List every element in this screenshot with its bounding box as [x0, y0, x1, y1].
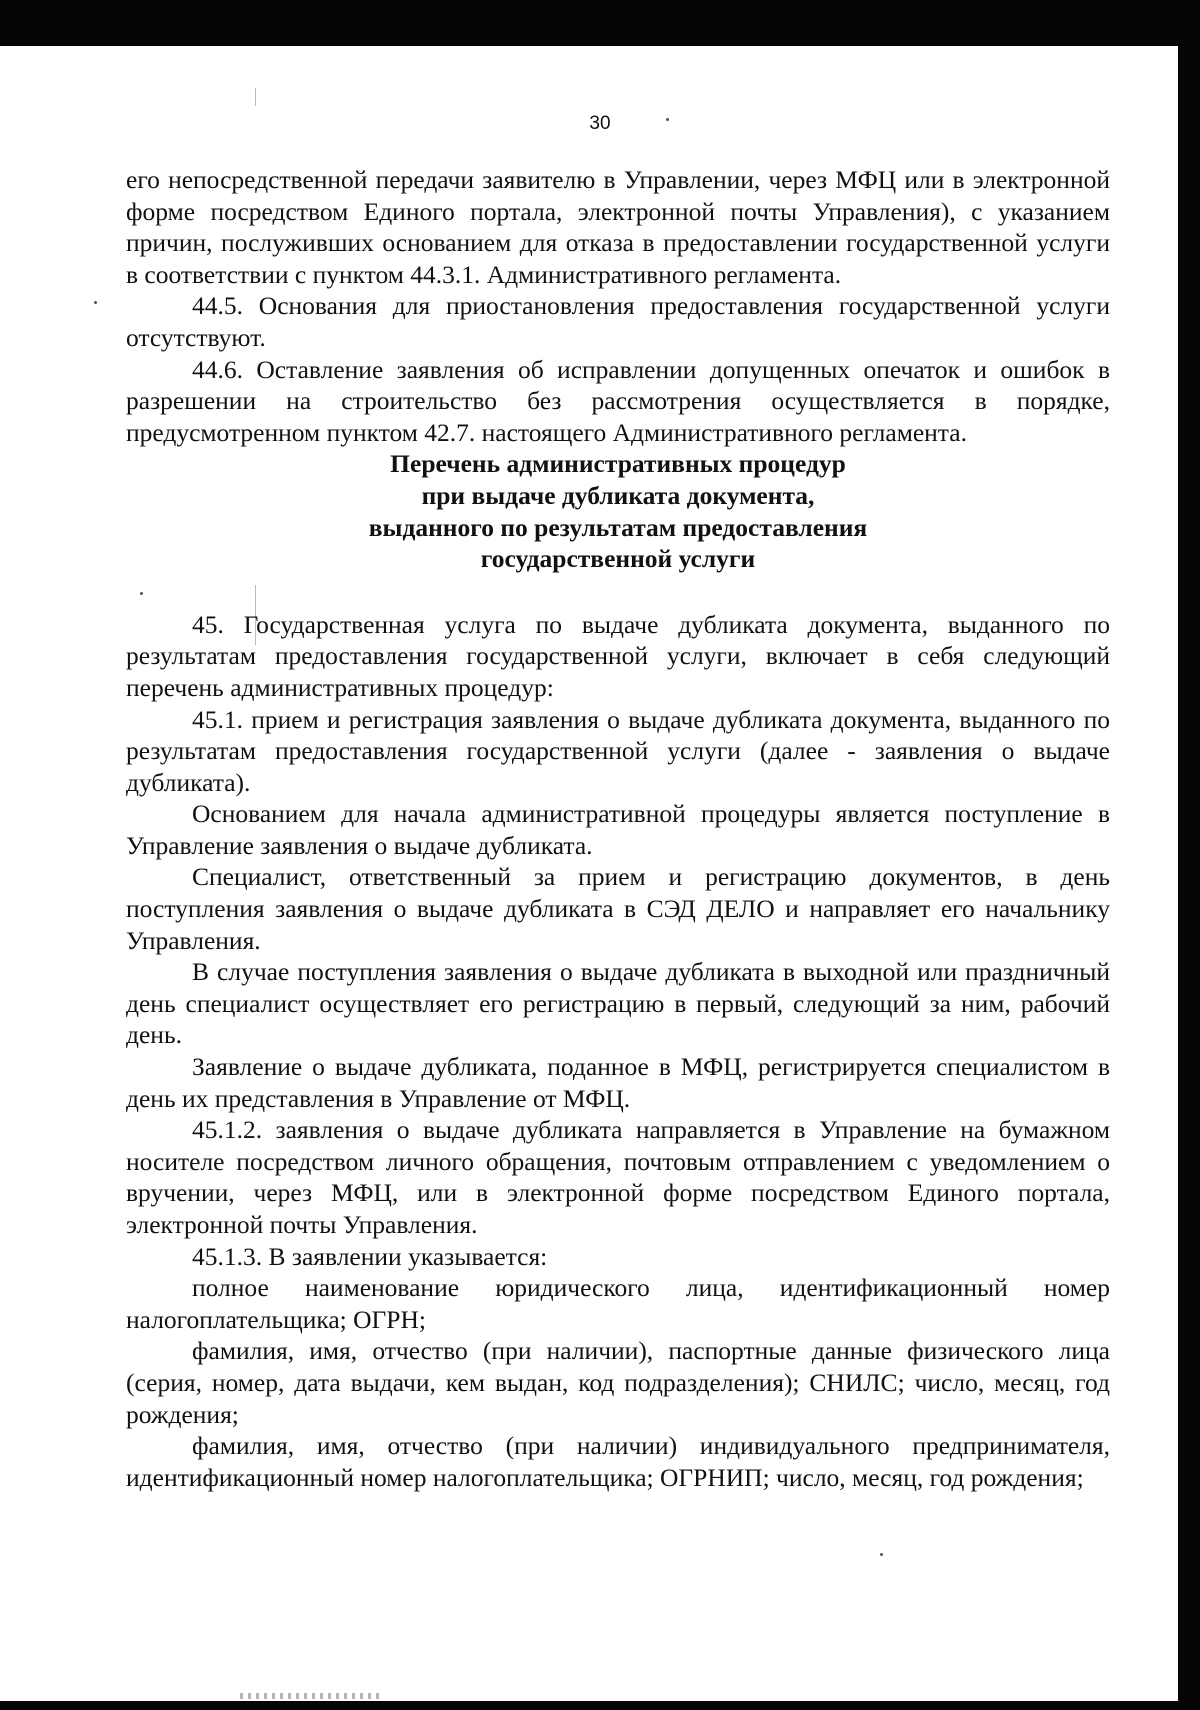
scan-border-top	[0, 0, 1200, 46]
section-heading-line: Перечень административных процедур	[390, 449, 846, 479]
paragraph: его непосредственной передачи заявителю в Управлении, через МФЦ или в электронной форме посредством Единого портала, электронной почты Управления), с указанием причин, послуживших основанием для отказа в предоставлении государственной услуги в соответствии с пунктом 44.3.1. Административного регламента.	[126, 165, 1110, 289]
paragraph: 44.6. Оставление заявления об исправлении допущенных опечаток и ошибок в разрешении на строительство без рассмотрения осуществляется в порядке, предусмотренном пунктом 42.7. настоящего Административного регламента.	[126, 354, 1110, 447]
paragraph: 45.1.2. заявления о выдаче дубликата направляется в Управление на бумажном носителе посредством личного обращения, почтовым отправлением с уведомлением о вручении, через МФЦ, или в электронной форме посредством Единого портала, электронной почты Управления.	[126, 1115, 1110, 1239]
section-heading-line: при выдаче дубликата документа,	[421, 480, 815, 510]
scan-border-bottom	[0, 1701, 1200, 1710]
paragraph: Заявление о выдаче дубликата, поданное в МФЦ, регистрируется специалистом в день их представления в Управление от МФЦ.	[126, 1052, 1110, 1113]
paragraph: Основанием для начала административной процедуры является поступление в Управление заявления о выдаче дубликата.	[126, 799, 1110, 860]
scan-speck	[880, 1553, 883, 1556]
document-body	[126, 164, 1110, 1493]
paragraph: В случае поступления заявления о выдаче дубликата в выходной или праздничный день специалист осуществляет его регистрацию в первый, следующий за ним, рабочий день.	[126, 957, 1110, 1050]
section-heading	[126, 448, 1110, 574]
paragraph: фамилия, имя, отчество (при наличии), паспортные данные физического лица (серия, номер, дата выдачи, кем выдан, код подразделения); СНИЛС; число, месяц, год рождения;	[126, 1336, 1110, 1429]
scan-artifact-line	[255, 88, 256, 106]
page-number: 30	[589, 113, 611, 134]
section-heading-line: государственной услуги	[480, 544, 756, 574]
paragraph: фамилия, имя, отчество (при наличии) индивидуального предпринимателя, идентификационный номер налогоплательщика; ОГРНИП; число, месяц, год рождения;	[126, 1431, 1110, 1492]
paragraph: 45.1. прием и регистрация заявления о выдаче дубликата документа, выданного по результатам предоставления государственной услуги (далее - заявления о выдаче дубликата).	[126, 704, 1110, 797]
scan-speck	[94, 301, 97, 304]
paragraph: Специалист, ответственный за прием и регистрацию документов, в день поступления заявления о выдаче дубликата в СЭД ДЕЛО и направляет его начальнику Управления.	[126, 862, 1110, 955]
paragraph: 44.5. Основания для приостановления предоставления государственной услуги отсутствуют.	[126, 291, 1110, 352]
scan-border-right	[1178, 0, 1200, 1710]
paragraph: полное наименование юридического лица, идентификационный номер налогоплательщика; ОГРН;	[126, 1273, 1110, 1334]
section-heading-line: выданного по результатам предоставления	[368, 512, 868, 542]
paragraph: 45.1.3. В заявлении указывается:	[192, 1241, 548, 1271]
paragraph: 45. Государственная услуга по выдаче дубликата документа, выданного по результатам предоставления государственной услуги, включает в себя следующий перечень административных процедур:	[126, 609, 1110, 702]
scan-noise	[240, 1693, 380, 1699]
